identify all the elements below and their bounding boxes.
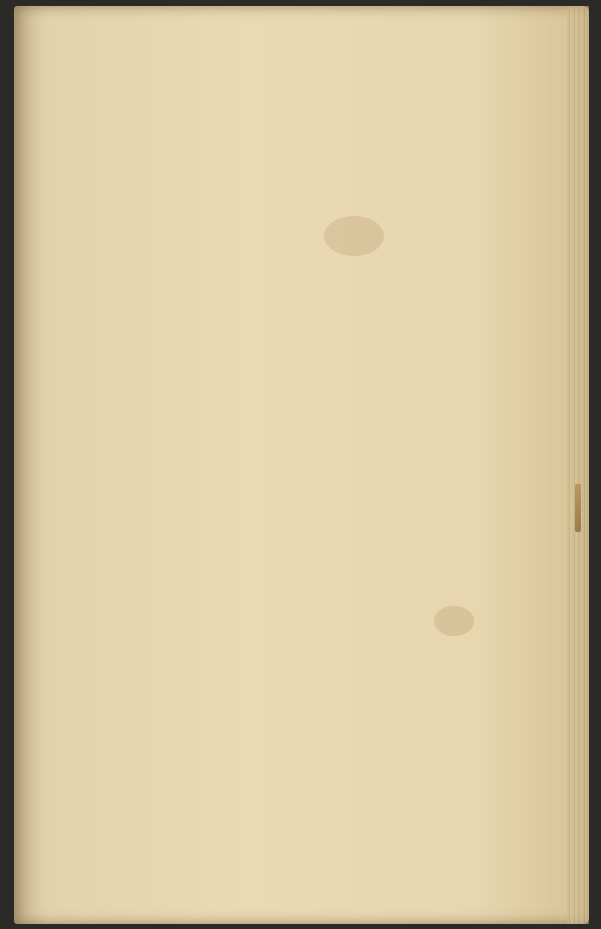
paper-stain xyxy=(434,606,474,636)
paper-stain xyxy=(324,216,384,256)
book-page xyxy=(14,6,589,924)
page-tab xyxy=(575,484,581,532)
page-edge xyxy=(567,6,589,924)
index-text xyxy=(40,92,460,144)
